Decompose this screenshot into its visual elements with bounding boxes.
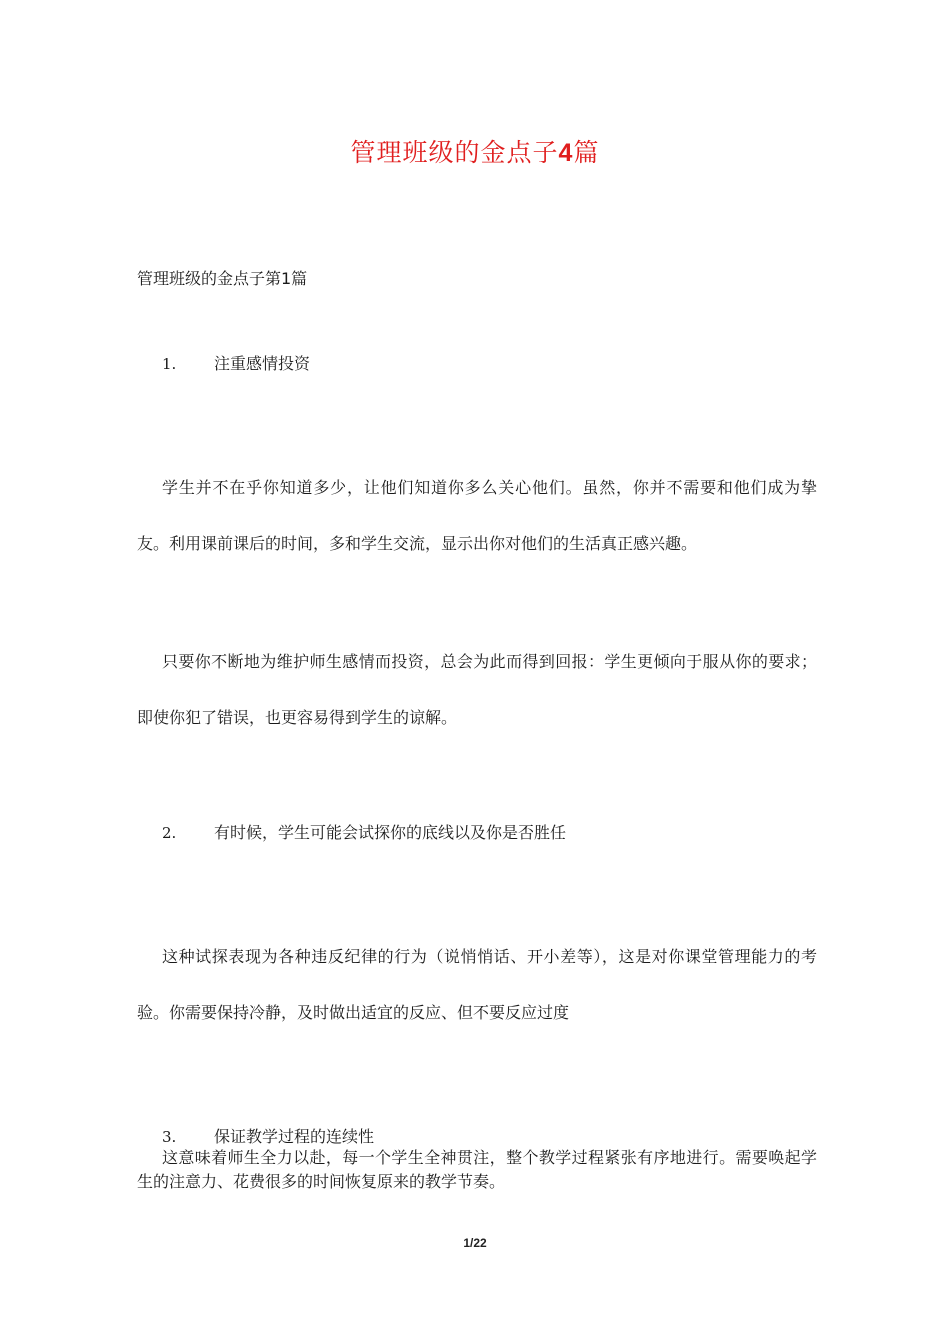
section-heading-text: 保证教学过程的连续性 xyxy=(214,1127,375,1146)
article-subtitle: 管理班级的金点子第1篇 xyxy=(137,269,308,288)
section-number: 3. xyxy=(162,1128,177,1146)
title-prefix: 管理班级的金点子 xyxy=(350,138,559,167)
section-heading-1 xyxy=(162,351,310,377)
section-number: 2. xyxy=(162,824,177,842)
paragraph: 这种试探表现为各种违反纪律的行为（说悄悄话、开小差等），这是对你课堂管理能力的考验。你需要保持冷静，及时做出适宜的反应、但不要反应过度 xyxy=(137,947,817,1022)
section-heading-text: 有时候，学生可能会试探你的底线以及你是否胜任 xyxy=(214,823,567,842)
section-number: 1. xyxy=(162,355,177,373)
section-heading-2 xyxy=(162,820,566,846)
page-number: 1/22 xyxy=(463,1236,487,1250)
section-heading-text: 注重感情投资 xyxy=(214,354,311,373)
paragraph: 只要你不断地为维护师生感情而投资，总会为此而得到回报：学生更倾向于服从你的要求；即使你犯了错误，也更容易得到学生的谅解。 xyxy=(137,652,817,727)
title-suffix: 篇 xyxy=(573,138,600,167)
title-number: 4 xyxy=(558,139,574,167)
paragraph: 学生并不在乎你知道多少，让他们知道你多么关心他们。虽然，你并不需要和他们成为挚友。利用课前课后的时间，多和学生交流，显示出你对他们的生活真正感兴趣。 xyxy=(137,478,817,553)
document-title xyxy=(0,133,950,173)
paragraph: 这意味着师生全力以赴，每一个学生全神贯注，整个教学过程紧张有序地进行。需要唤起学生的注意力、花费很多的时间恢复原来的教学节奏。 xyxy=(137,1148,817,1191)
